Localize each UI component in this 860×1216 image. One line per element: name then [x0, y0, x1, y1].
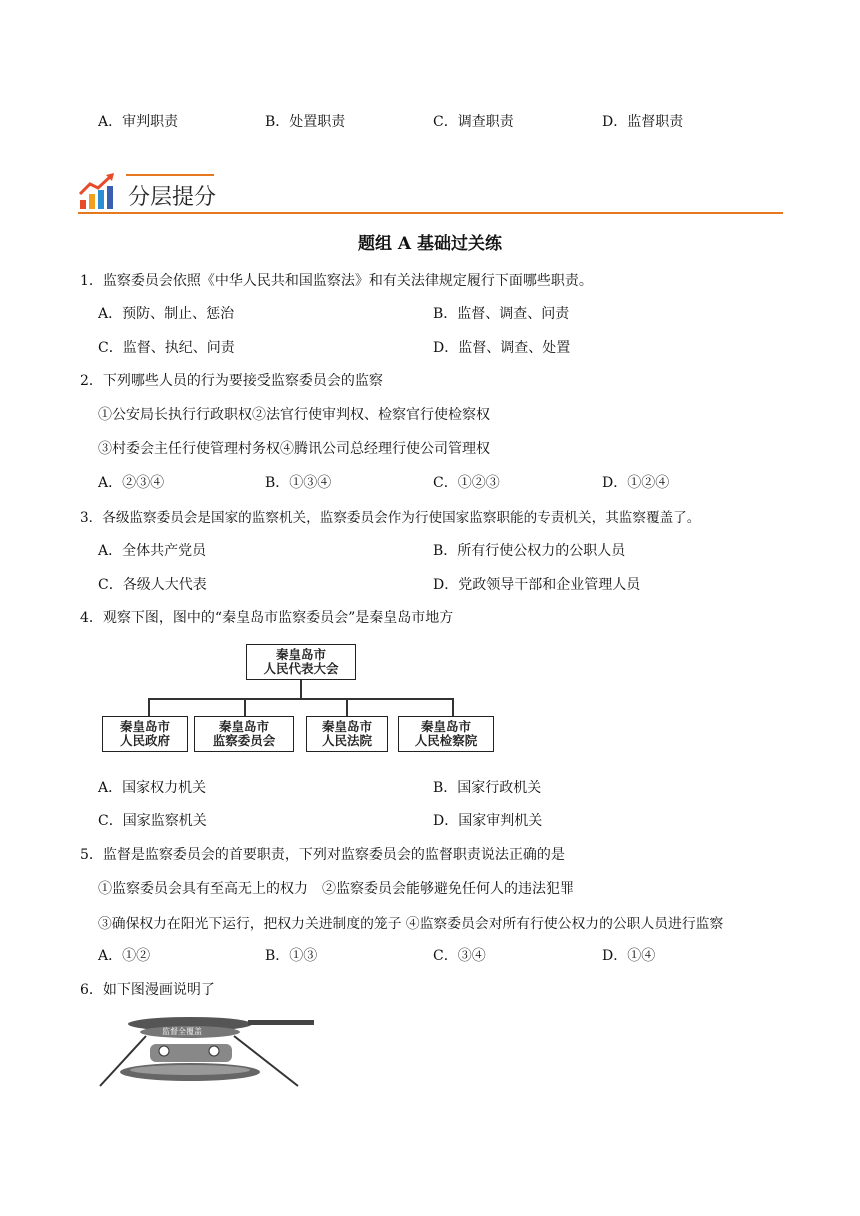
q3-stem: 3．各级监察委员会是国家的监察机关，监察委员会作为行使国家监察职能的专责机关，其监察覆盖了。 [80, 510, 701, 526]
q5-line2: ③确保权力在阳光下运行，把权力关进制度的笼子 ④监察委员会对所有行使公权力的公职人员进行监察 [98, 916, 724, 932]
cartoon-label: 监督全覆盖 [162, 1027, 202, 1036]
q5-stem: 5．监督是监察委员会的首要职责，下列对监察委员会的监督职责说法正确的是 [80, 847, 565, 863]
group-title: 题组 A 基础过关练 [357, 234, 503, 254]
q4-option-c: C．国家监察机关 [98, 813, 207, 829]
q1-option-b: B．监督、调查、问责 [433, 306, 570, 322]
q3-option-a: A．全体共产党员 [98, 543, 207, 559]
org-box-procuratorate: 秦皇岛市 人民检察院 [398, 716, 494, 752]
q3-option-c: C．各级人大代表 [98, 577, 207, 593]
org-box-top: 秦皇岛市 人民代表大会 [246, 644, 356, 680]
q4-option-d: D．国家审判机关 [433, 813, 543, 829]
q5-option-c: C．③④ [433, 948, 486, 964]
q3-option-d: D．党政领导干部和企业管理人员 [433, 577, 641, 593]
org-box-supervision: 秦皇岛市 监察委员会 [194, 716, 294, 752]
q2-stem: 2．下列哪些人员的行为要接受监察委员会的监察 [80, 373, 383, 389]
q2-option-b: B．①③④ [265, 475, 332, 491]
org-box-government: 秦皇岛市 人民政府 [102, 716, 188, 752]
q5-option-a: A．①② [98, 948, 151, 964]
org-diagram [98, 640, 498, 758]
q3-option-b: B．所有行使公权力的公职人员 [433, 543, 626, 559]
q1-option-c: C．监督、执纪、问责 [98, 340, 235, 356]
q2-line1: ①公安局长执行行政职权②法官行使审判权、检察官行使检察权 [98, 407, 490, 423]
q6-stem: 6．如下图漫画说明了 [80, 982, 215, 998]
q5-option-d: D．①④ [602, 948, 656, 964]
q2-option-a: A．②③④ [98, 475, 165, 491]
q4-stem: 4．观察下图，图中的“秦皇岛市监察委员会”是秦皇岛市地方 [80, 610, 454, 626]
q1-option-a: A．预防、制止、惩治 [98, 306, 235, 322]
cartoon-image [98, 1014, 316, 1090]
q2-line2: ③村委会主任行使管理村务权④腾讯公司总经理行使公司管理权 [98, 441, 490, 457]
top-option-b: B．处置职责 [265, 114, 346, 130]
q2-option-c: C．①②③ [433, 475, 500, 491]
q5-option-b: B．①③ [265, 948, 318, 964]
top-option-c: C．调查职责 [433, 114, 514, 130]
q4-option-b: B．国家行政机关 [433, 780, 542, 796]
section-header [78, 172, 783, 216]
q1-option-d: D．监督、调查、处置 [433, 340, 571, 356]
growth-chart-icon [78, 172, 118, 212]
q1-stem: 1．监察委员会依照《中华人民共和国监察法》和有关法律规定履行下面哪些职责。 [80, 273, 593, 289]
section-title: 分层提分 [128, 185, 217, 210]
q2-option-d: D．①②④ [602, 475, 670, 491]
q4-option-a: A．国家权力机关 [98, 780, 207, 796]
q5-line1: ①监察委员会具有至高无上的权力 ②监察委员会能够避免任何人的违法犯罪 [98, 881, 574, 897]
org-box-court: 秦皇岛市 人民法院 [306, 716, 388, 752]
top-option-a: A．审判职责 [98, 114, 179, 130]
top-option-d: D．监督职责 [602, 114, 684, 130]
